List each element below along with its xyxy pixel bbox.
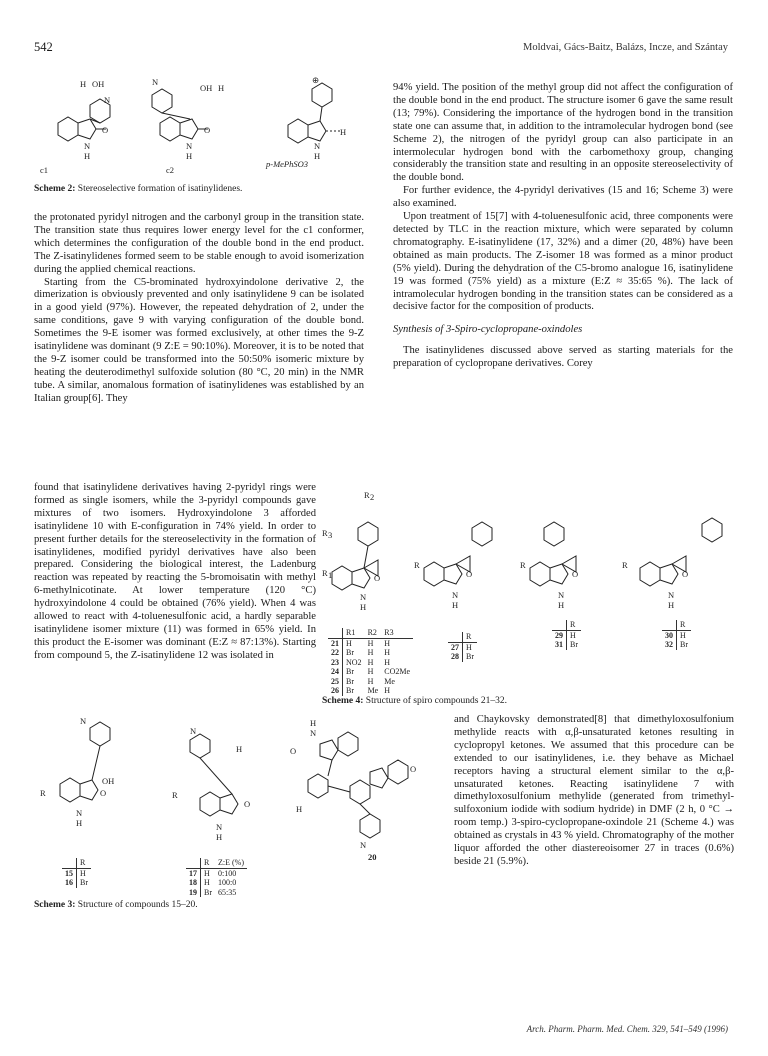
left-column-text xyxy=(34,212,364,406)
journal-citation: Arch. Pharm. Pharm. Med. Chem. 329, 541–549 (1996) xyxy=(526,1024,728,1034)
scheme4-caption: Scheme 4: Structure of spiro compounds 21–32. xyxy=(322,696,507,706)
svg-text:R: R xyxy=(172,790,178,800)
svg-text:OH: OH xyxy=(92,79,105,89)
svg-text:OH: OH xyxy=(200,83,213,93)
label-c1: c1 xyxy=(40,165,49,175)
svg-text:H: H xyxy=(314,151,321,161)
svg-text:N: N xyxy=(452,590,459,600)
svg-text:R: R xyxy=(622,560,628,570)
svg-text:H: H xyxy=(340,127,347,137)
svg-text:1: 1 xyxy=(328,570,333,580)
scheme3-table-b: R Z:E (%) 17 H 0:100 18 H 100:0 19 Br 65:35 xyxy=(186,858,247,897)
running-head-authors: Moldvai, Gács-Baitz, Balázs, Incze, and Szántay xyxy=(523,42,728,53)
svg-text:⊕: ⊕ xyxy=(312,75,320,85)
svg-text:N: N xyxy=(216,822,223,832)
label-c2: c2 xyxy=(166,165,175,175)
svg-text:H: H xyxy=(452,600,459,610)
svg-text:R: R xyxy=(322,568,328,578)
label-tosylate: p-MePhSO3 xyxy=(266,159,309,169)
svg-text:O: O xyxy=(290,746,297,756)
svg-text:N: N xyxy=(314,141,321,151)
svg-text:R: R xyxy=(414,560,420,570)
svg-text:O: O xyxy=(572,569,579,579)
svg-text:R: R xyxy=(520,560,526,570)
svg-text:N: N xyxy=(104,95,111,105)
paragraph: 94% yield. The position of the methyl group did not affect the configuration of the double bond in the end product. The structure isomer 6 gave the same result (13; 79%). Considering the importance of the hydrogen bond in the transition state one can assume that, in addition to the intramolecular hydrogen bond (see Scheme 2), the nitrogen of the pyridyl group can also participate in an intermolecular hydrogen bond with the carbomethoxy group, changing considerably the transition state and resulting in an opposite stereoselectivity of the double bond. xyxy=(393,82,733,184)
svg-text:O: O xyxy=(410,764,417,774)
svg-text:N: N xyxy=(186,141,193,151)
right-column-text xyxy=(393,82,733,371)
svg-text:H: H xyxy=(218,83,225,93)
svg-text:H: H xyxy=(668,600,675,610)
svg-text:O: O xyxy=(102,125,109,135)
scheme2-caption: Scheme 2: Stereoselective formation of isatinylidenes. xyxy=(34,184,243,194)
bottom-right-column-text: and Chaykovsky demonstrated[8] that dimethyloxosulfonium methylide reacts with α,β-unsaturated ketones resulting in cyclopropyl ketones. We assumed that this procedure can be extended to our isatinylidenes, i.e. they behave as Michael receptors having a structural element similar to the α,β-unsaturated ketones. Reacting isatinylidene 7 with dimethyloxosulfonium methylide (generated from trimethyl-sulfoxonium iodide with sodium hydride) in DMF (2 h, 0 °C → room temp.) 3-spiro-cyclopropane-oxindole 21 (Scheme 4.) was obtained as crystals in 43 % yield. Chromatography of the mother liquor afforded the other diastereoisomer 27 in traces (0.6%) beside 21 (5.9%). xyxy=(454,714,734,867)
svg-text:N: N xyxy=(190,726,197,736)
svg-text:N: N xyxy=(668,590,675,600)
page-number: 542 xyxy=(34,40,53,54)
svg-text:2: 2 xyxy=(370,492,375,502)
svg-text:H: H xyxy=(236,744,243,754)
scheme3-table-a: R 15 H 16 Br xyxy=(62,858,91,888)
svg-text:N: N xyxy=(310,728,317,738)
svg-text:O: O xyxy=(682,569,689,579)
svg-text:O: O xyxy=(244,799,251,809)
paragraph: Upon treatment of 15[7] with 4-toluenesulfonic acid, three components were detected by TLC in the reaction mixture, which were separated by column chromatography. E-isatinylidene (17, 32%) and a dimer (20, 48%) have been obtained as main products. The Z-isomer 18 was formed as a minor product (5% yield). During the dehydration of the C5-bromo analogue 16, isatinylidene 19 was formed (75% yield) as a mixture (E:Z ≈ 35:65 %). The lack of intramolecular hydrogen bonding in the transition states can be considered as a decisive factor for the composition of products. xyxy=(393,211,733,313)
svg-text:H: H xyxy=(76,818,83,828)
svg-text:N: N xyxy=(152,77,159,87)
paragraph: the protonated pyridyl nitrogen and the carbonyl group in the transition state. The transition state thus requires lower energy level for the c1 conformer, which determines the configuration of the double bond in the end product. The Z-isatinylidenes formed seem to be stable enough to avoid isomerization during the applied chemical reactions. xyxy=(34,212,364,275)
compound-20-structure xyxy=(280,716,450,866)
paragraph: The isatinylidenes discussed above served as starting materials for the preparation of cyclopropane derivatives. Corey xyxy=(393,345,733,370)
svg-text:N: N xyxy=(558,590,565,600)
svg-text:R: R xyxy=(364,490,370,500)
compound-20-label: 20 xyxy=(368,852,377,862)
svg-text:H: H xyxy=(296,804,303,814)
paragraph: For further evidence, the 4-pyridyl derivatives (15 and 16; Scheme 3) were also examined. xyxy=(393,185,733,210)
svg-text:R: R xyxy=(40,788,46,798)
svg-text:N: N xyxy=(360,592,367,602)
svg-text:H: H xyxy=(186,151,193,161)
svg-text:N: N xyxy=(84,141,91,151)
scheme4-table-a: R1 R2 R3 21 H H H 22 Br H H 23 NO2 H H 24 Br H CO2Me 25 Br H Me 26 Br Me H xyxy=(328,628,413,696)
scheme3-figure xyxy=(40,712,280,852)
svg-text:H: H xyxy=(558,600,565,610)
svg-text:N: N xyxy=(360,840,367,850)
scheme4-table-d: R 30 H 32 Br xyxy=(662,620,691,650)
svg-text:H: H xyxy=(216,832,223,842)
scheme4-table-b: R 27 H 28 Br xyxy=(448,632,477,662)
svg-text:N: N xyxy=(76,808,83,818)
scheme3-caption: Scheme 3: Structure of compounds 15–20. xyxy=(34,900,198,910)
svg-text:OH: OH xyxy=(102,776,115,786)
svg-text:3: 3 xyxy=(328,530,333,540)
svg-text:R: R xyxy=(322,528,328,538)
svg-text:H: H xyxy=(80,79,87,89)
scheme2-figure xyxy=(40,75,360,183)
section-heading: Synthesis of 3-Spiro-cyclopropane-oxindoles xyxy=(393,324,583,336)
scheme4-figure xyxy=(322,488,742,636)
svg-text:O: O xyxy=(100,788,107,798)
scheme4-table-c: R 29 H 31 Br xyxy=(552,620,581,650)
svg-text:O: O xyxy=(466,569,473,579)
paragraph: Starting from the C5-brominated hydroxyindolone derivative 2, the dimerization is obviously prevented and only isatinylidene 9 can be isolated in a good yield (97%). However, the repeated dehydration of 2, under the same conditions, gave 9 with varying configuration of the double bond. Sometimes the 9-E isomer was formed exclusively, at other times the 9-Z isatinylidene was dominant (9 Z:E = 90:10%). Moreover, it is to be noted that the 9-Z isomer could be transformed into the 50:50% isomeric mixture by heating the deuterodimethyl sulfoxide solution (80 °C, 20 min) in the NMR tube. A similar, anomalous formation of isatinylidenes was established by an Italian group[6]. They xyxy=(34,276,364,404)
svg-text:N: N xyxy=(80,716,87,726)
svg-text:O: O xyxy=(374,573,381,583)
svg-text:H: H xyxy=(310,718,317,728)
narrow-column-text: found that isatinylidene derivatives having 2-pyridyl rings were formed as single isomers, while the 3-pyridyl compounds gave mixtures of two isomers. Hydroxyindolone 3 afforded isatinylidene 10 with E-configuration in 74% yield. In order to present further details for the stereoselectivity in the formation of isatinylidenes, modified pyridyl derivatives have also been prepared. Considering the biological interest, the Ladenburg reaction was repeated by reacting the 5-bromoisatin with methyl 6-methylnicotinate. At lower temperature (120 °C) hydroxyindolone 4 could be obtained (76% yield). When 4 was allowed to react with 4-toluenesulfonic acid, a hardly separable isatinylidene isomer mixture (11) was formed in 65% yield. In this product the E-isomer was dominant (E:Z ≈ 87:13%). Starting from compound 5, the Z-isatinylidene 12 was isolated in xyxy=(34,482,316,661)
svg-text:O: O xyxy=(204,125,211,135)
svg-text:H: H xyxy=(360,602,367,612)
svg-text:H: H xyxy=(84,151,91,161)
